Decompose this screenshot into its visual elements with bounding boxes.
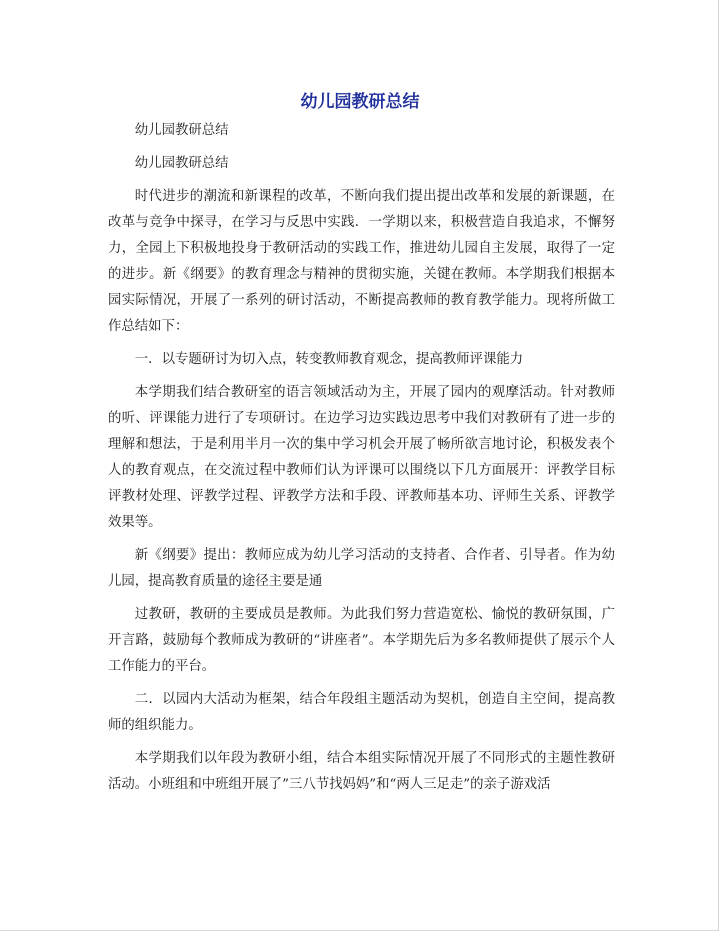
body-paragraph: 本学期我们结合教研室的语言领域活动为主，开展了园内的观摩活动。针对教师的听、评课能力进行了专项研讨。在边学习边实践边思考中我们对教研有了进一步的理解和想法，于是利用半月一次的集中学习机会开展了畅所欲言地讨论，积极发表个人的教育观点，在交流过程中教师们认为评课可以围绕以下几方面展开：评教学目标评教材处理、评教学过程、评教学方法和手段、评教师基本功、评师生关系、评教学效果等。 (108, 385, 615, 530)
section-heading: 二．以园内大活动为框架，结合年段组主题活动为契机，创造自主空间，提高教师的组织能力。 (108, 692, 615, 733)
body-paragraph: 本学期我们以年段为教研小组，结合本组实际情况开展了不同形式的主题性教研活动。小班组和中班组开展了”三八节找妈妈”和“两人三足走”的亲子游戏活 (108, 751, 615, 792)
document-body (108, 118, 615, 805)
section-heading: 一．以专题研讨为切入点，转变教师教育观念，提高教师评课能力 (134, 352, 524, 367)
document-title: 幼儿园教研总结 (300, 92, 420, 112)
body-paragraph: 过教研，教研的主要成员是教师。为此我们努力营造宽松、愉悦的教研氛围，广开言路，鼓励每个教师成为教研的“讲座者”。本学期先后为多名教师提供了展示个人工作能力的平台。 (108, 607, 615, 674)
body-paragraph: 时代进步的潮流和新课程的改革，不断向我们提出提出改革和发展的新课题，在改革与竞争中探寻，在学习与反思中实践．一学期以来，积极营造自我追求，不懈努力，全园上下积极地投身于教研活动的实践工作，推进幼儿园自主发展，取得了一定的进步。新《纲要》的教育理念与精神的贯彻实施，关键在教师。本学期我们根据本园实际情况，开展了一系列的研讨活动，不断提高教师的教育教学能力。现将所做工作总结如下： (108, 189, 615, 334)
body-paragraph: 新《纲要》提出：教师应成为幼儿学习活动的支持者、合作者、引导者。作为幼儿园，提高教育质量的途径主要是通 (108, 548, 615, 589)
body-paragraph: 幼儿园教研总结 (134, 123, 229, 138)
body-paragraph: 幼儿园教研总结 (134, 156, 229, 171)
